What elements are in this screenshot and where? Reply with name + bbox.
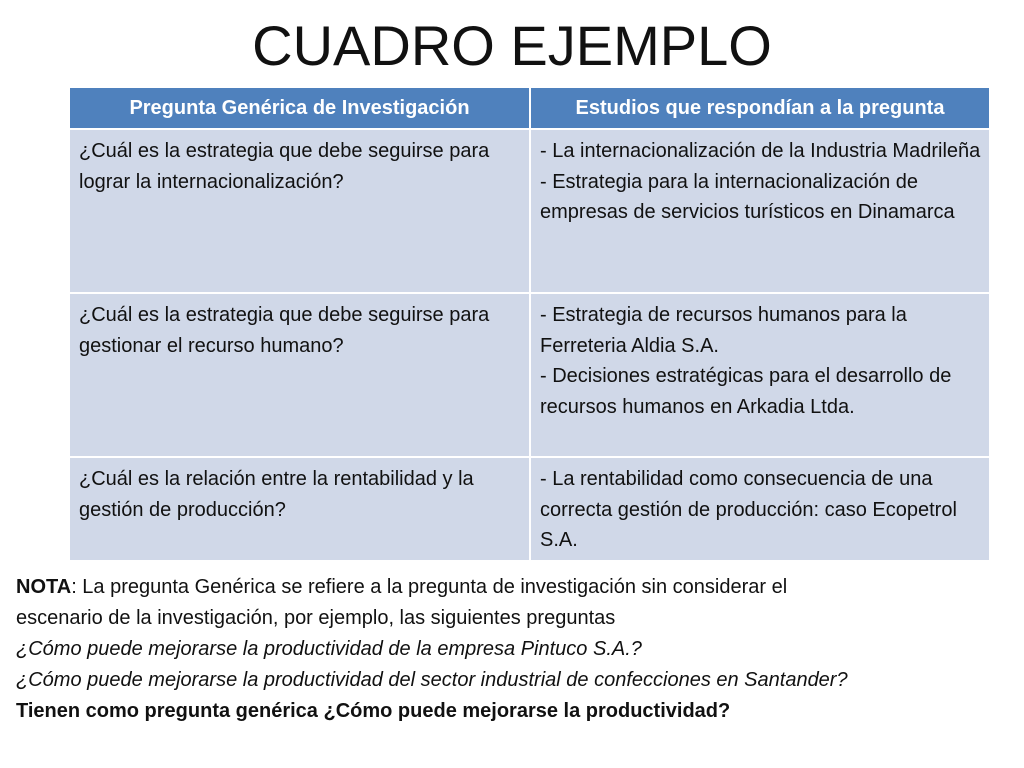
studies-cell: [530, 129, 990, 293]
question-cell: [69, 293, 530, 457]
table-row: [69, 129, 990, 293]
question-text: ¿Cuál es la relación entre la rentabilidad y la gestión de producción?: [79, 468, 474, 521]
slide-title: CUADRO EJEMPLO: [252, 14, 772, 77]
studies-cell: [530, 457, 990, 561]
note-conclusion: Tienen como pregunta genérica ¿Cómo puede mejorarse la productividad?: [16, 700, 731, 722]
question-text: ¿Cuál es la estrategia que debe seguirse para lograr la internacionalización?: [79, 140, 490, 193]
study-item: - La internacionalización de la Industria Madrileña: [540, 140, 981, 162]
column-header-studies: Estudios que respondían a la pregunta: [530, 87, 990, 129]
note-line-2: escenario de la investigación, por ejemplo, las siguientes preguntas: [16, 607, 616, 629]
study-item: - Estrategia para la internacionalización de empresas de servicios turísticos en Dinamarca: [540, 170, 955, 223]
note-block: [16, 572, 1006, 727]
note-line-1: [16, 572, 1006, 603]
note-definition: : La pregunta Genérica se refiere a la pregunta de investigación sin considerar el: [71, 576, 788, 598]
study-item: - La rentabilidad como consecuencia de una correcta gestión de producción: caso Ecopetrol S.A.: [540, 468, 957, 551]
example-question-1: ¿Cómo puede mejorarse la productividad de la empresa Pintuco S.A.?: [16, 638, 642, 660]
column-header-generic-question: Pregunta Genérica de Investigación: [69, 87, 530, 129]
question-cell: [69, 457, 530, 561]
study-item: - Estrategia de recursos humanos para la Ferreteria Aldia S.A.: [540, 304, 907, 357]
table-row: [69, 457, 990, 561]
studies-cell: [530, 293, 990, 457]
example-question-2: ¿Cómo puede mejorarse la productividad del sector industrial de confecciones en Santander?: [16, 669, 848, 691]
study-item: - Decisiones estratégicas para el desarrollo de recursos humanos en Arkadia Ltda.: [540, 365, 952, 418]
table-header-row: [69, 87, 990, 129]
question-cell: [69, 129, 530, 293]
table-row: [69, 293, 990, 457]
research-questions-table: [68, 86, 991, 562]
question-text: ¿Cuál es la estrategia que debe seguirse para gestionar el recurso humano?: [79, 304, 490, 357]
note-label: NOTA: [16, 576, 72, 598]
